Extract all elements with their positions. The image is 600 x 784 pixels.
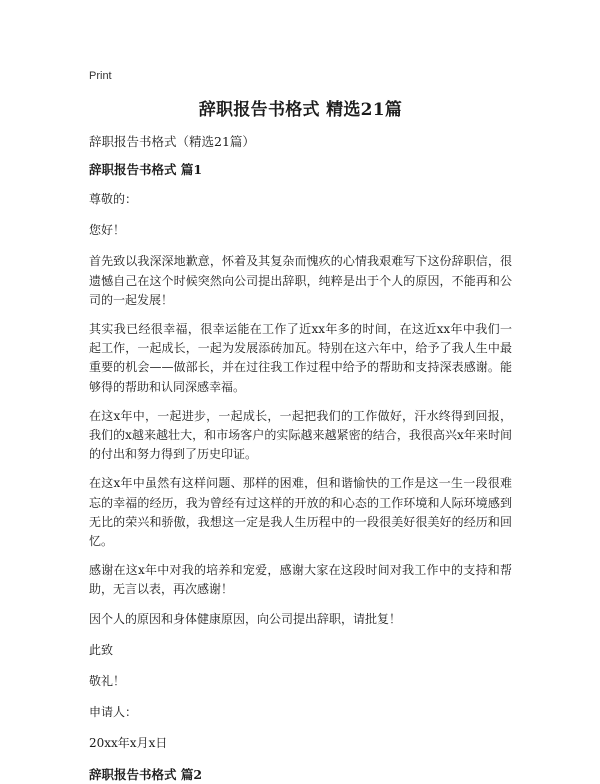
body-paragraph: 在这x年中，一起进步，一起成长，一起把我们的工作做好，汗水终得到回报，我们的x越来越壮大，和市场客户的实际越来越紧密的结合，我很高兴x年来时间的付出和努力得到了历史印证。 <box>89 408 512 462</box>
date-line: 20xx年x月x日 <box>89 736 168 751</box>
salutation: 尊敬的： <box>89 192 138 206</box>
body-paragraph: 在这x年中虽然有这样问题、那样的困难，但和谐愉快的工作是这一生一段很难忘的幸福的经历，我为曾经有过这样的开放的和心态的工作环境和人际环境感到无比的荣兴和骄傲，我想这一定是我人生历程中的一段很美好很美好的经历和回忆。 <box>89 476 512 549</box>
section-heading-2: 辞职报告书格式 篇2 <box>89 766 203 782</box>
applicant-label: 申请人： <box>89 705 138 720</box>
greeting: 您好！ <box>89 223 126 238</box>
body-paragraph: 其实我已经很幸福，很幸运能在工作了近xx年多的时间，在这近xx年中我们一起工作，一起成长，一起为发展添砖加瓦。特别在这六年中，给予了我人生中最重要的机会——做部长，并在过往我工作过程中给予的帮助和支持深表感谢。能够得的帮助和认同深感幸福。 <box>89 322 512 394</box>
body-paragraph: 因个人的原因和身体健康原因，向公司提出辞职，请批复！ <box>89 611 402 626</box>
closing-salute: 敬礼！ <box>89 674 126 689</box>
print-label: Print <box>89 70 112 82</box>
document-title: 辞职报告书格式 精选21篇 <box>198 100 403 120</box>
document-subtitle: 辞职报告书格式（精选21篇） <box>89 134 255 149</box>
closing-line: 此致 <box>89 642 114 657</box>
body-paragraph: 感谢在这x年中对我的培养和宠爱，感谢大家在这段时间对我工作中的支持和帮助，无言以表，再次感谢！ <box>89 563 512 597</box>
section-heading-1: 辞职报告书格式 篇1 <box>89 162 203 177</box>
body-paragraph: 首先致以我深深地歉意，怀着及其复杂而愧疚的心情我艰难写下这份辞职信，很遗憾自己在这个时候突然向公司提出辞职，纯粹是出于个人的原因，不能再和公司的一起发展！ <box>89 254 512 307</box>
